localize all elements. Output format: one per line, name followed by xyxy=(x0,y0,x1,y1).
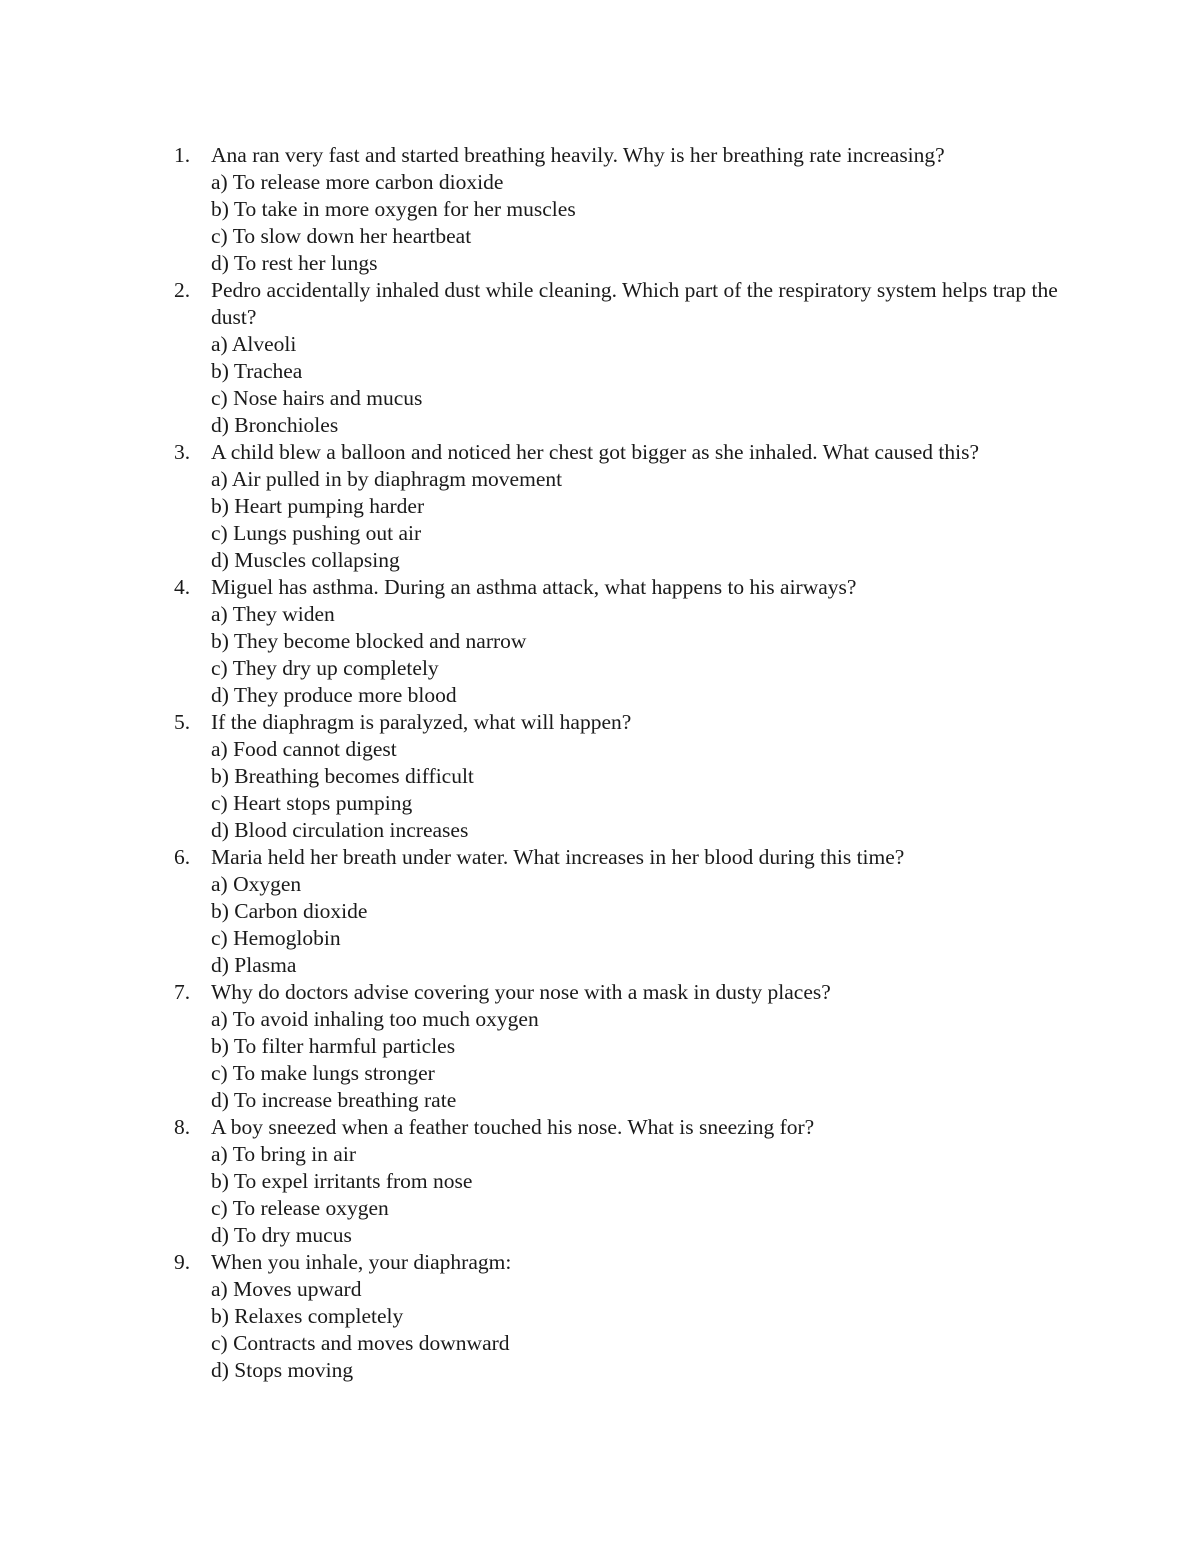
question-number: 8. xyxy=(174,1115,191,1139)
answer-option: a) To release more carbon dioxide xyxy=(211,170,504,194)
question-number: 3. xyxy=(174,440,191,464)
answer-options xyxy=(211,871,1090,979)
answer-option: c) Nose hairs and mucus xyxy=(211,386,423,410)
question-number: 5. xyxy=(174,710,191,734)
answer-option: b) Heart pumping harder xyxy=(211,494,425,518)
answer-option: b) Carbon dioxide xyxy=(211,899,368,923)
question-text: Miguel has asthma. During an asthma attack, what happens to his airways? xyxy=(211,575,857,599)
answer-option: d) Stops moving xyxy=(211,1358,354,1382)
answer-options xyxy=(211,331,1090,439)
answer-option: a) Food cannot digest xyxy=(211,737,397,761)
question-6 xyxy=(170,844,1090,979)
question-2 xyxy=(170,277,1090,439)
answer-option: a) To bring in air xyxy=(211,1142,356,1166)
answer-option: c) To make lungs stronger xyxy=(211,1061,435,1085)
answer-option: d) To rest her lungs xyxy=(211,251,378,275)
question-number: 6. xyxy=(174,845,191,869)
answer-option: a) Oxygen xyxy=(211,872,302,896)
answer-option: d) Blood circulation increases xyxy=(211,818,469,842)
answer-option: b) To take in more oxygen for her muscles xyxy=(211,197,576,221)
answer-options xyxy=(211,466,1090,574)
answer-option: a) Air pulled in by diaphragm movement xyxy=(211,467,563,491)
answer-option: b) Relaxes completely xyxy=(211,1304,404,1328)
question-4 xyxy=(170,574,1090,709)
answer-option: c) Hemoglobin xyxy=(211,926,341,950)
question-5 xyxy=(170,709,1090,844)
question-text: Ana ran very fast and started breathing heavily. Why is her breathing rate increasing? xyxy=(211,143,945,167)
answer-option: a) They widen xyxy=(211,602,335,626)
answer-option: d) Muscles collapsing xyxy=(211,548,400,572)
question-text: A boy sneezed when a feather touched his nose. What is sneezing for? xyxy=(211,1115,815,1139)
question-text: A child blew a balloon and noticed her chest got bigger as she inhaled. What caused this? xyxy=(211,440,980,464)
answer-option: c) They dry up completely xyxy=(211,656,439,680)
question-3 xyxy=(170,439,1090,574)
question-number: 1. xyxy=(174,143,191,167)
answer-option: c) Heart stops pumping xyxy=(211,791,413,815)
answer-option: c) To slow down her heartbeat xyxy=(211,224,472,248)
question-1 xyxy=(170,142,1090,277)
question-list xyxy=(170,142,1090,1384)
answer-options xyxy=(211,601,1090,709)
question-text: Pedro accidentally inhaled dust while cleaning. Which part of the respiratory system helps trap the dust? xyxy=(211,278,1058,329)
answer-options xyxy=(211,169,1090,277)
answer-option: c) Lungs pushing out air xyxy=(211,521,422,545)
question-number: 9. xyxy=(174,1250,191,1274)
question-number: 4. xyxy=(174,575,191,599)
answer-option: a) Alveoli xyxy=(211,332,297,356)
question-number: 7. xyxy=(174,980,191,1004)
answer-option: a) To avoid inhaling too much oxygen xyxy=(211,1007,539,1031)
answer-option: d) Plasma xyxy=(211,953,297,977)
answer-option: b) Trachea xyxy=(211,359,303,383)
answer-option: c) To release oxygen xyxy=(211,1196,389,1220)
answer-options xyxy=(211,736,1090,844)
question-8 xyxy=(170,1114,1090,1249)
question-number: 2. xyxy=(174,278,191,302)
answer-option: b) To expel irritants from nose xyxy=(211,1169,473,1193)
answer-option: b) Breathing becomes difficult xyxy=(211,764,474,788)
answer-option: a) Moves upward xyxy=(211,1277,362,1301)
question-7 xyxy=(170,979,1090,1114)
answer-options xyxy=(211,1276,1090,1384)
question-text: Maria held her breath under water. What increases in her blood during this time? xyxy=(211,845,905,869)
answer-options xyxy=(211,1141,1090,1249)
answer-option: d) To dry mucus xyxy=(211,1223,352,1247)
answer-option: c) Contracts and moves downward xyxy=(211,1331,510,1355)
answer-option: d) Bronchioles xyxy=(211,413,339,437)
answer-option: d) To increase breathing rate xyxy=(211,1088,457,1112)
answer-option: d) They produce more blood xyxy=(211,683,457,707)
question-text: Why do doctors advise covering your nose with a mask in dusty places? xyxy=(211,980,831,1004)
answer-option: b) They become blocked and narrow xyxy=(211,629,527,653)
answer-option: b) To filter harmful particles xyxy=(211,1034,456,1058)
question-text: If the diaphragm is paralyzed, what will happen? xyxy=(211,710,632,734)
question-text: When you inhale, your diaphragm: xyxy=(211,1250,512,1274)
answer-options xyxy=(211,1006,1090,1114)
question-9 xyxy=(170,1249,1090,1384)
